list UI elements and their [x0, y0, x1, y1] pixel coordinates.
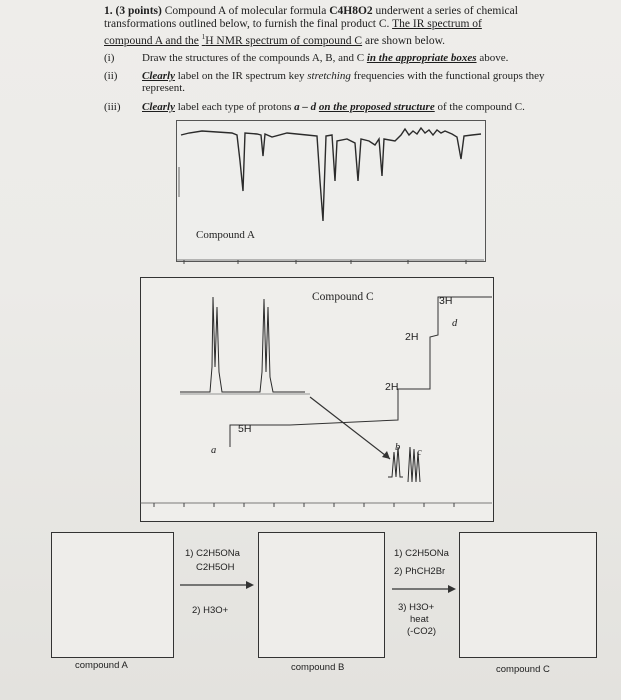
- proton-label-d: d: [452, 318, 458, 329]
- compound-b-answer-box[interactable]: [258, 532, 385, 658]
- sub-text: of the compound C.: [434, 101, 525, 113]
- compound-a-caption: compound A: [75, 660, 128, 671]
- sub-text-italic: stretching: [307, 70, 351, 82]
- question-intro-cont: underwent a series of chemical: [375, 5, 518, 17]
- subquestion-roman: (i): [104, 52, 115, 64]
- question-line3-end: are shown below.: [364, 34, 446, 47]
- integral-5h: 5H: [238, 423, 252, 435]
- step2-condition-heat: heat: [410, 614, 429, 625]
- sub-text-emph: Clearly: [142, 101, 175, 113]
- step1-arrow: [178, 580, 256, 590]
- nmr-superscript: 1: [201, 33, 206, 41]
- sub-text: Draw the structures of the compounds A, B, and C: [142, 52, 367, 64]
- step1-solvent: C2H5OH: [196, 562, 235, 573]
- question-line2: transformations outlined below, to furnish the final product C.: [104, 18, 390, 30]
- question-line3-underlined: H NMR spectrum of compound C: [205, 34, 363, 47]
- integral-2h-lower: 2H: [385, 381, 399, 393]
- compound-b-caption: compound B: [291, 662, 345, 673]
- nmr-spectrum-trace: [140, 277, 492, 520]
- question-number: 1.: [104, 5, 113, 17]
- sub-text: frequencies with the functional groups they represent.: [142, 70, 545, 94]
- sub-text-emph: in the appropriate boxes: [366, 52, 477, 64]
- question-points: (3 points): [115, 5, 162, 17]
- proton-label-a: a: [211, 445, 217, 456]
- sub-text-emph: Clearly: [142, 70, 175, 82]
- molecular-formula: C4H8O2: [329, 5, 373, 17]
- compound-c-caption: compound C: [496, 664, 550, 675]
- compound-a-answer-box[interactable]: [51, 532, 174, 658]
- sub-text: above.: [476, 52, 509, 64]
- nmr-compound-label: Compound C: [312, 291, 374, 303]
- subquestion-roman: (ii): [104, 70, 118, 82]
- question-intro: Compound A of molecular formula: [164, 5, 327, 17]
- sub-text-emph: a – d: [294, 101, 317, 113]
- proton-label-b: b: [395, 442, 401, 453]
- step1-reagent-2: 2) H3O+: [192, 605, 229, 616]
- sub-text: label on the IR spectrum key: [175, 70, 308, 82]
- step2-decarboxylation: (-CO2): [407, 626, 437, 637]
- question-header: [104, 5, 604, 48]
- integral-2h-upper: 2H: [405, 331, 419, 343]
- integral-3h: 3H: [439, 295, 453, 307]
- step2-arrow: [390, 584, 458, 594]
- ir-compound-label: Compound A: [196, 229, 255, 241]
- question-line3: compound A and the: [104, 34, 199, 47]
- sub-text: label each type of protons: [175, 101, 295, 113]
- question-line2-underlined: The IR spectrum of: [392, 18, 482, 30]
- step2-reagent-2: 2) PhCH2Br: [394, 566, 446, 577]
- step2-reagent-3: 3) H3O+: [398, 602, 435, 613]
- compound-c-answer-box[interactable]: [459, 532, 597, 658]
- sub-text-emph: on the proposed structure: [318, 101, 435, 113]
- subquestion-roman: (iii): [104, 101, 121, 113]
- ir-axis-ticks: [176, 258, 484, 268]
- proton-label-c: c: [417, 447, 422, 458]
- step2-reagent-1: 1) C2H5ONa: [394, 548, 449, 559]
- step1-reagent-1: 1) C2H5ONa: [185, 548, 240, 559]
